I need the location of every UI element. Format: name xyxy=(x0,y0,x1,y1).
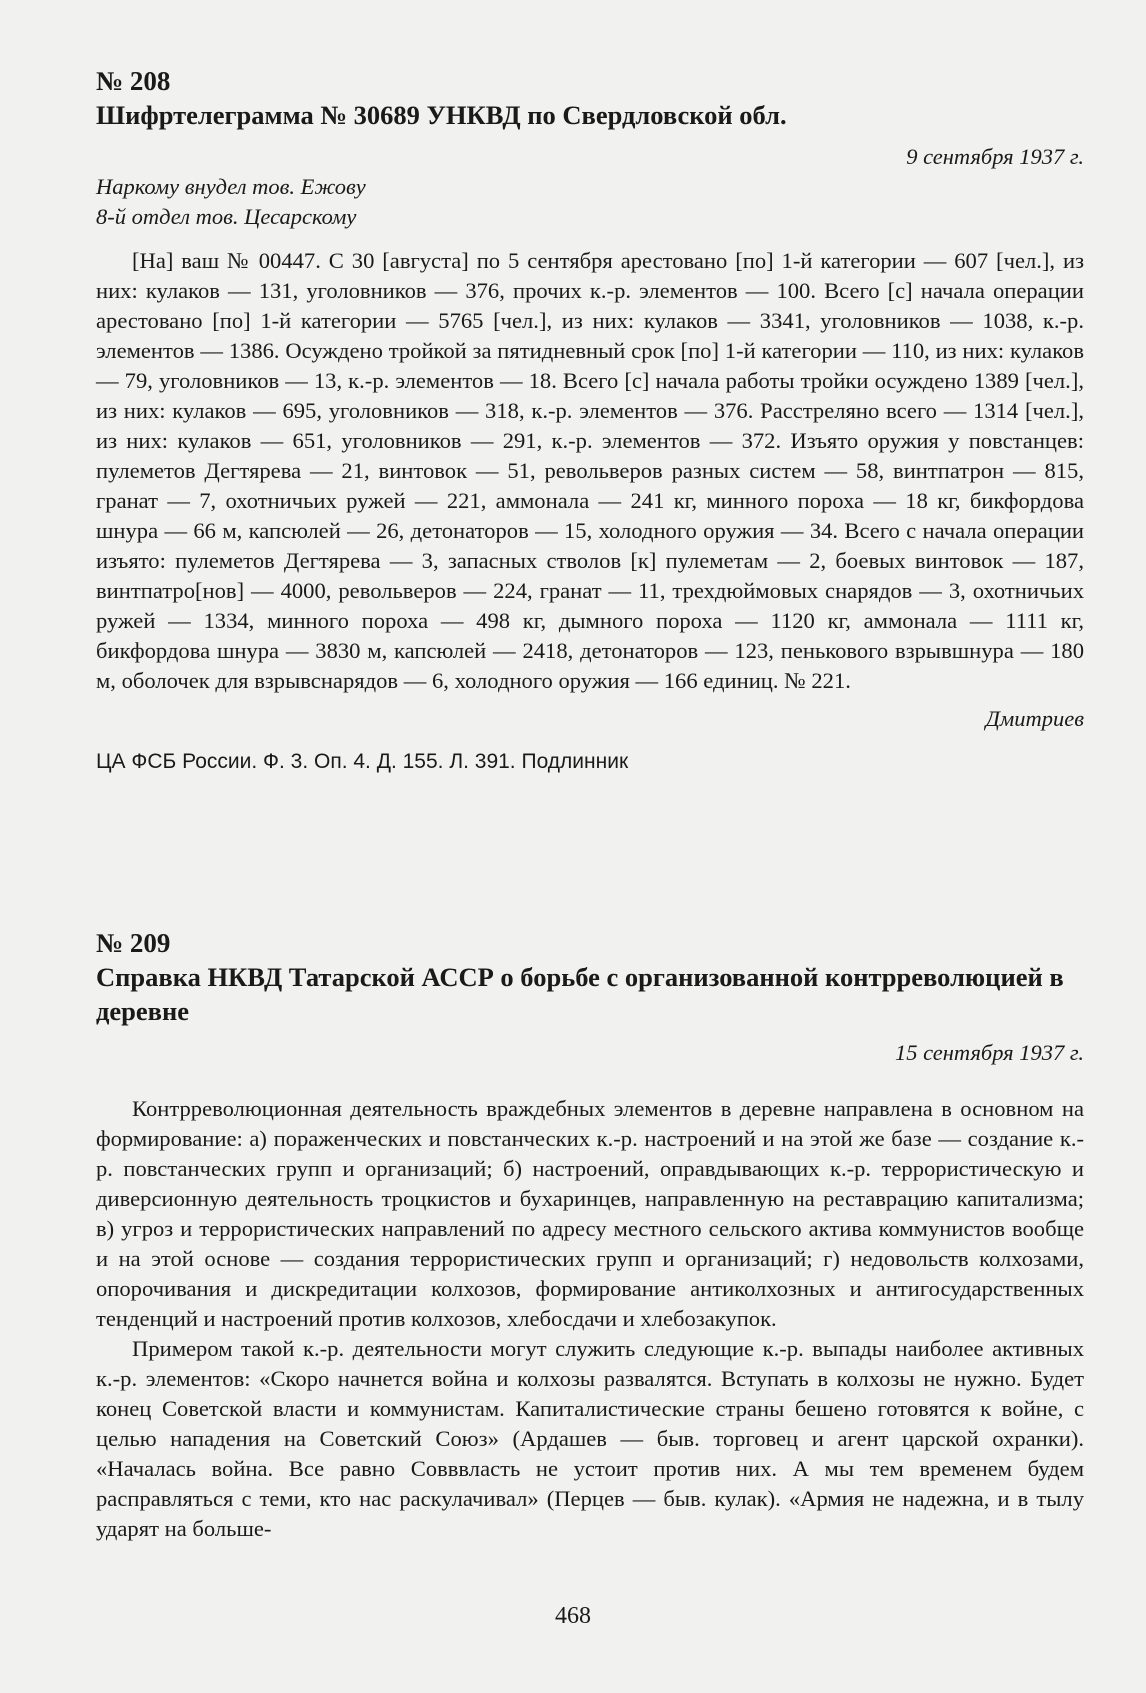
body-paragraph: Контрреволюционная деятельность враждебных элементов в деревне направлена в основном на формирование: а) пораженческих и повстанческих к.-р. настроений и на этой же базе — создание к.-р. повстанческих групп и организаций; б) настроений, оправдывающих к.-р. террористическую и диверсионную деятельность троцкистов и бухаринцев, направленную на реставрацию капитализма; в) угроз и террористических направлений по адресу местного сельского актива коммунистов вообще и на этой основе — создания террористических групп и организаций; г) недовольств колхозами, опорочивания и дискредитации колхозов, формирование антиколхозных и антигосударственных тенденций и настроений против колхозов, хлебосдачи и хлебозакупок. xyxy=(96,1096,1084,1331)
document-209 xyxy=(96,926,1084,1544)
addressee-line: 8-й отдел тов. Цесарскому xyxy=(96,204,357,229)
archive-reference: ЦА ФСБ России. Ф. 3. Оп. 4. Д. 155. Л. 391. Подлинник xyxy=(96,750,629,773)
document-date: 15 сентября 1937 г. xyxy=(894,1040,1084,1065)
signature: Дмитриев xyxy=(985,706,1084,731)
body-paragraph: [На] ваш № 00447. С 30 [августа] по 5 сентября арестовано [по] 1-й категории — 607 [чел.], из них: кулаков — 131, уголовников — 376, прочих к.-р. элементов — 100. Всего [с] начала операции арестовано [по] 1-й категории — 5765 [чел.], из них: кулаков — 3341, уголовников — 1038, к.-р. элементов — 1386. Осуждено тройкой за пятидневный срок [по] 1-й категории — 110, из них: кулаков — 79, уголовников — 13, к.-р. элементов — 18. Всего [с] начала работы тройки осуждено 1389 [чел.], из них: кулаков — 695, уголовников — 318, к.-р. элементов — 376. Расстреляно всего — 1314 [чел.], из них: кулаков — 651, уголовников — 291, к.-р. элементов — 372. Изъято оружия у повстанцев: пулеметов Дегтярева — 21, винтовок — 51, револьверов разных систем — 58, винтпатрон — 815, гранат — 7, охотничьих ружей — 221, аммонала — 241 кг, минного пороха — 18 кг, бикфордова шнура — 66 м, капсюлей — 26, детонаторов — 15, холодного оружия — 34. Всего с начала операции изъято: пулеметов Дегтярева — 3, запасных стволов [к] пулеметам — 2, боевых винтовок — 187, винтпатро[нов] — 4000, револьверов — 224, гранат — 11, трехдюймовых снарядов — 3, охотничьих ружей — 1334, минного пороха — 498 кг, дымного пороха — 1120 кг, аммонала — 1111 кг, бикфордова шнура — 3830 м, капсюлей — 2418, детонаторов — 123, пенькового взрывшнура — 180 м, оболочек для взрывснарядов — 6, холодного оружия — 166 единиц. № 221. xyxy=(96,248,1084,693)
document-date: 9 сентября 1937 г. xyxy=(906,144,1084,169)
document-number: № 208 xyxy=(96,66,171,96)
page-number: 468 xyxy=(555,1603,591,1629)
body-paragraph: Примером такой к.-р. деятельности могут служить следующие к.-р. выпады наиболее активных к.-р. элементов: «Скоро начнется война и колхозы развалятся. Вступать в колхозы не нужно. Будет конец Советской власти и коммунистам. Капиталистические страны бешено готовятся к войне, с целью нападения на Советский Союз» (Ардашев — быв. торговец и агент царской охранки). «Началась война. Все равно Совввласть не устоит против них. А мы тем временем будем расправляться с теми, кто нас раскулачивал» (Перцев — быв. кулак). «Армия не надежна, и в тылу ударят на больше- xyxy=(96,1336,1084,1541)
addressee-line: Наркому внудел тов. Ежову xyxy=(96,174,366,199)
document-208 xyxy=(96,64,1084,776)
document-title: Шифртелеграмма № 30689 УНКВД по Свердловской обл. xyxy=(96,100,787,130)
document-title: Справка НКВД Татарской АССР о борьбе с организованной контрреволюцией в деревне xyxy=(96,962,1064,1026)
document-number: № 209 xyxy=(96,928,171,958)
